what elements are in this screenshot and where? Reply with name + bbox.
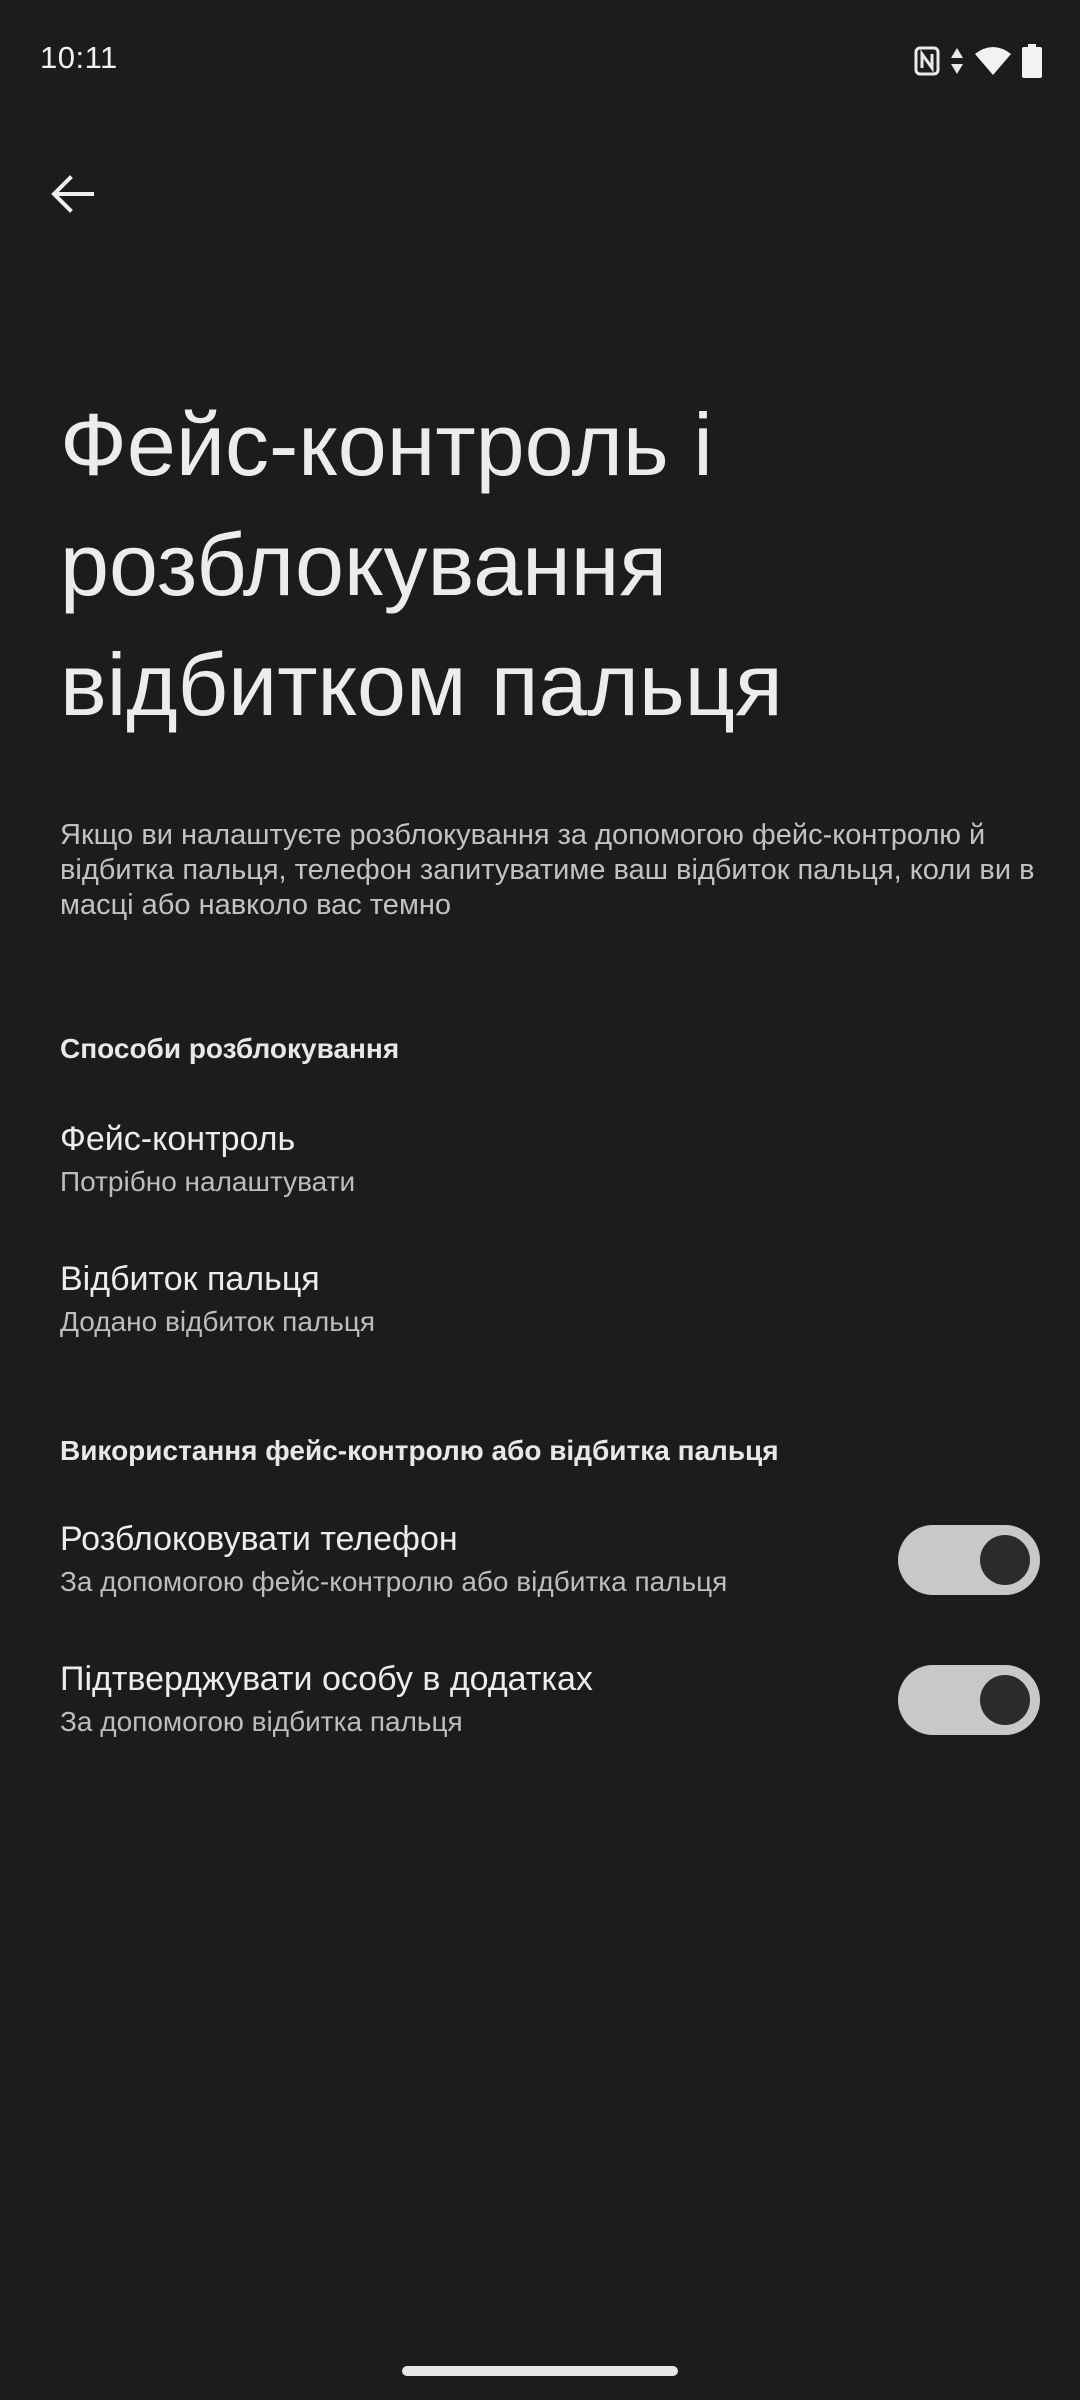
verify-in-apps-summary: За допомогою відбитка пальця (60, 1706, 463, 1737)
face-unlock-title: Фейс-контроль (60, 1120, 296, 1158)
unlock-phone-toggle[interactable] (898, 1525, 1040, 1595)
toggle-knob (980, 1535, 1030, 1585)
data-arrows-icon (950, 46, 964, 76)
status-bar (0, 0, 1080, 120)
fingerprint-item[interactable] (0, 1260, 1080, 1370)
fingerprint-title: Відбиток пальця (60, 1260, 320, 1298)
unlock-phone-title: Розблоковувати телефон (60, 1520, 458, 1558)
verify-in-apps-item[interactable] (0, 1660, 1080, 1770)
face-unlock-item[interactable] (0, 1120, 1080, 1230)
wifi-icon (974, 46, 1012, 76)
verify-in-apps-toggle[interactable] (898, 1665, 1040, 1735)
navigation-handle[interactable] (402, 2366, 678, 2376)
page-description: Якщо ви налаштуєте розблокування за допомогою фейс-контролю й відбитка пальця, телефон запитуватиме ваш відбиток пальця, коли ви в масці або навколо вас темно (60, 819, 1035, 921)
nfc-icon (914, 46, 940, 76)
section-header-unlock-methods: Способи розблокування (60, 1033, 400, 1064)
toggle-knob (980, 1675, 1030, 1725)
back-button[interactable] (36, 160, 108, 232)
verify-in-apps-title: Підтверджувати особу в додатках (60, 1660, 593, 1698)
fingerprint-summary: Додано відбиток пальця (60, 1306, 376, 1337)
status-time: 10:11 (40, 40, 118, 75)
unlock-phone-summary: За допомогою фейс-контролю або відбитка пальця (60, 1566, 728, 1597)
status-icons (914, 42, 1042, 80)
back-arrow-icon (50, 174, 94, 219)
face-unlock-summary: Потрібно налаштувати (60, 1166, 356, 1197)
page-title: Фейс-контроль і розблокування відбитком пальця (60, 395, 783, 734)
unlock-phone-item[interactable] (0, 1520, 1080, 1630)
battery-icon (1022, 44, 1042, 78)
section-header-usage: Використання фейс-контролю або відбитка пальця (60, 1435, 779, 1466)
